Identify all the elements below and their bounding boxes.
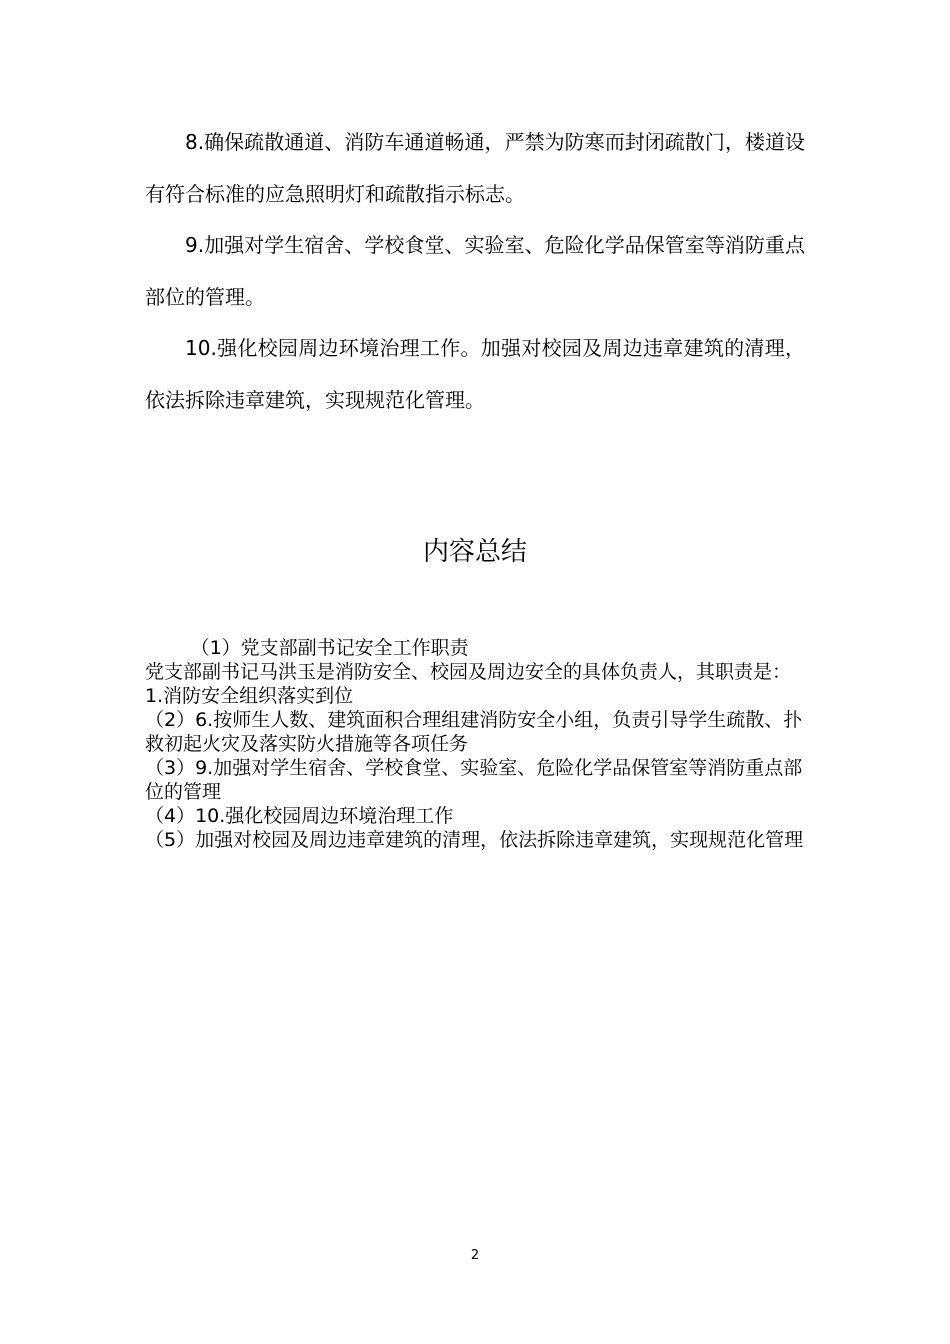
summary-line-4: （2）6.按师生人数、建筑面积合理组建消防安全小组，负责引导学生疏散、扑救初起火灾及落实防火措施等各项任务 [145, 709, 803, 755]
paragraph-item-9: 9.加强对学生宿舍、学校食堂、实验室、危险化学品保管室等消防重点部位的管理。 [145, 233, 805, 309]
summary-list [145, 636, 805, 852]
summary-line-3: 1.消防安全组织落实到位 [145, 685, 354, 707]
summary-line-5: （3）9.加强对学生宿舍、学校食堂、实验室、危险化学品保管室等消防重点部位的管理 [145, 757, 803, 803]
summary-line-6: （4）10.强化校园周边环境治理工作 [145, 805, 454, 827]
summary-line-7: （5）加强对校园及周边违章建筑的清理，依法拆除违章建筑，实现规范化管理 [145, 829, 804, 851]
summary-line-2: 党支部副书记马洪玉是消防安全、校园及周边安全的具体负责人，其职责是： [145, 661, 792, 683]
page-number: 2 [470, 1248, 480, 1263]
paragraph-item-10: 10.强化校园周边环境治理工作。加强对校园及周边违章建筑的清理，依法拆除违章建筑，实现规范化管理。 [145, 336, 805, 412]
summary-line-1: （1）党支部副书记安全工作职责 [190, 637, 469, 659]
paragraph-item-8: 8.确保疏散通道、消防车通道畅通，严禁为防寒而封闭疏散门，楼道设有符合标准的应急照明灯和疏散指示标志。 [145, 130, 805, 206]
summary-title: 内容总结 [422, 537, 527, 567]
body-text [145, 117, 805, 426]
